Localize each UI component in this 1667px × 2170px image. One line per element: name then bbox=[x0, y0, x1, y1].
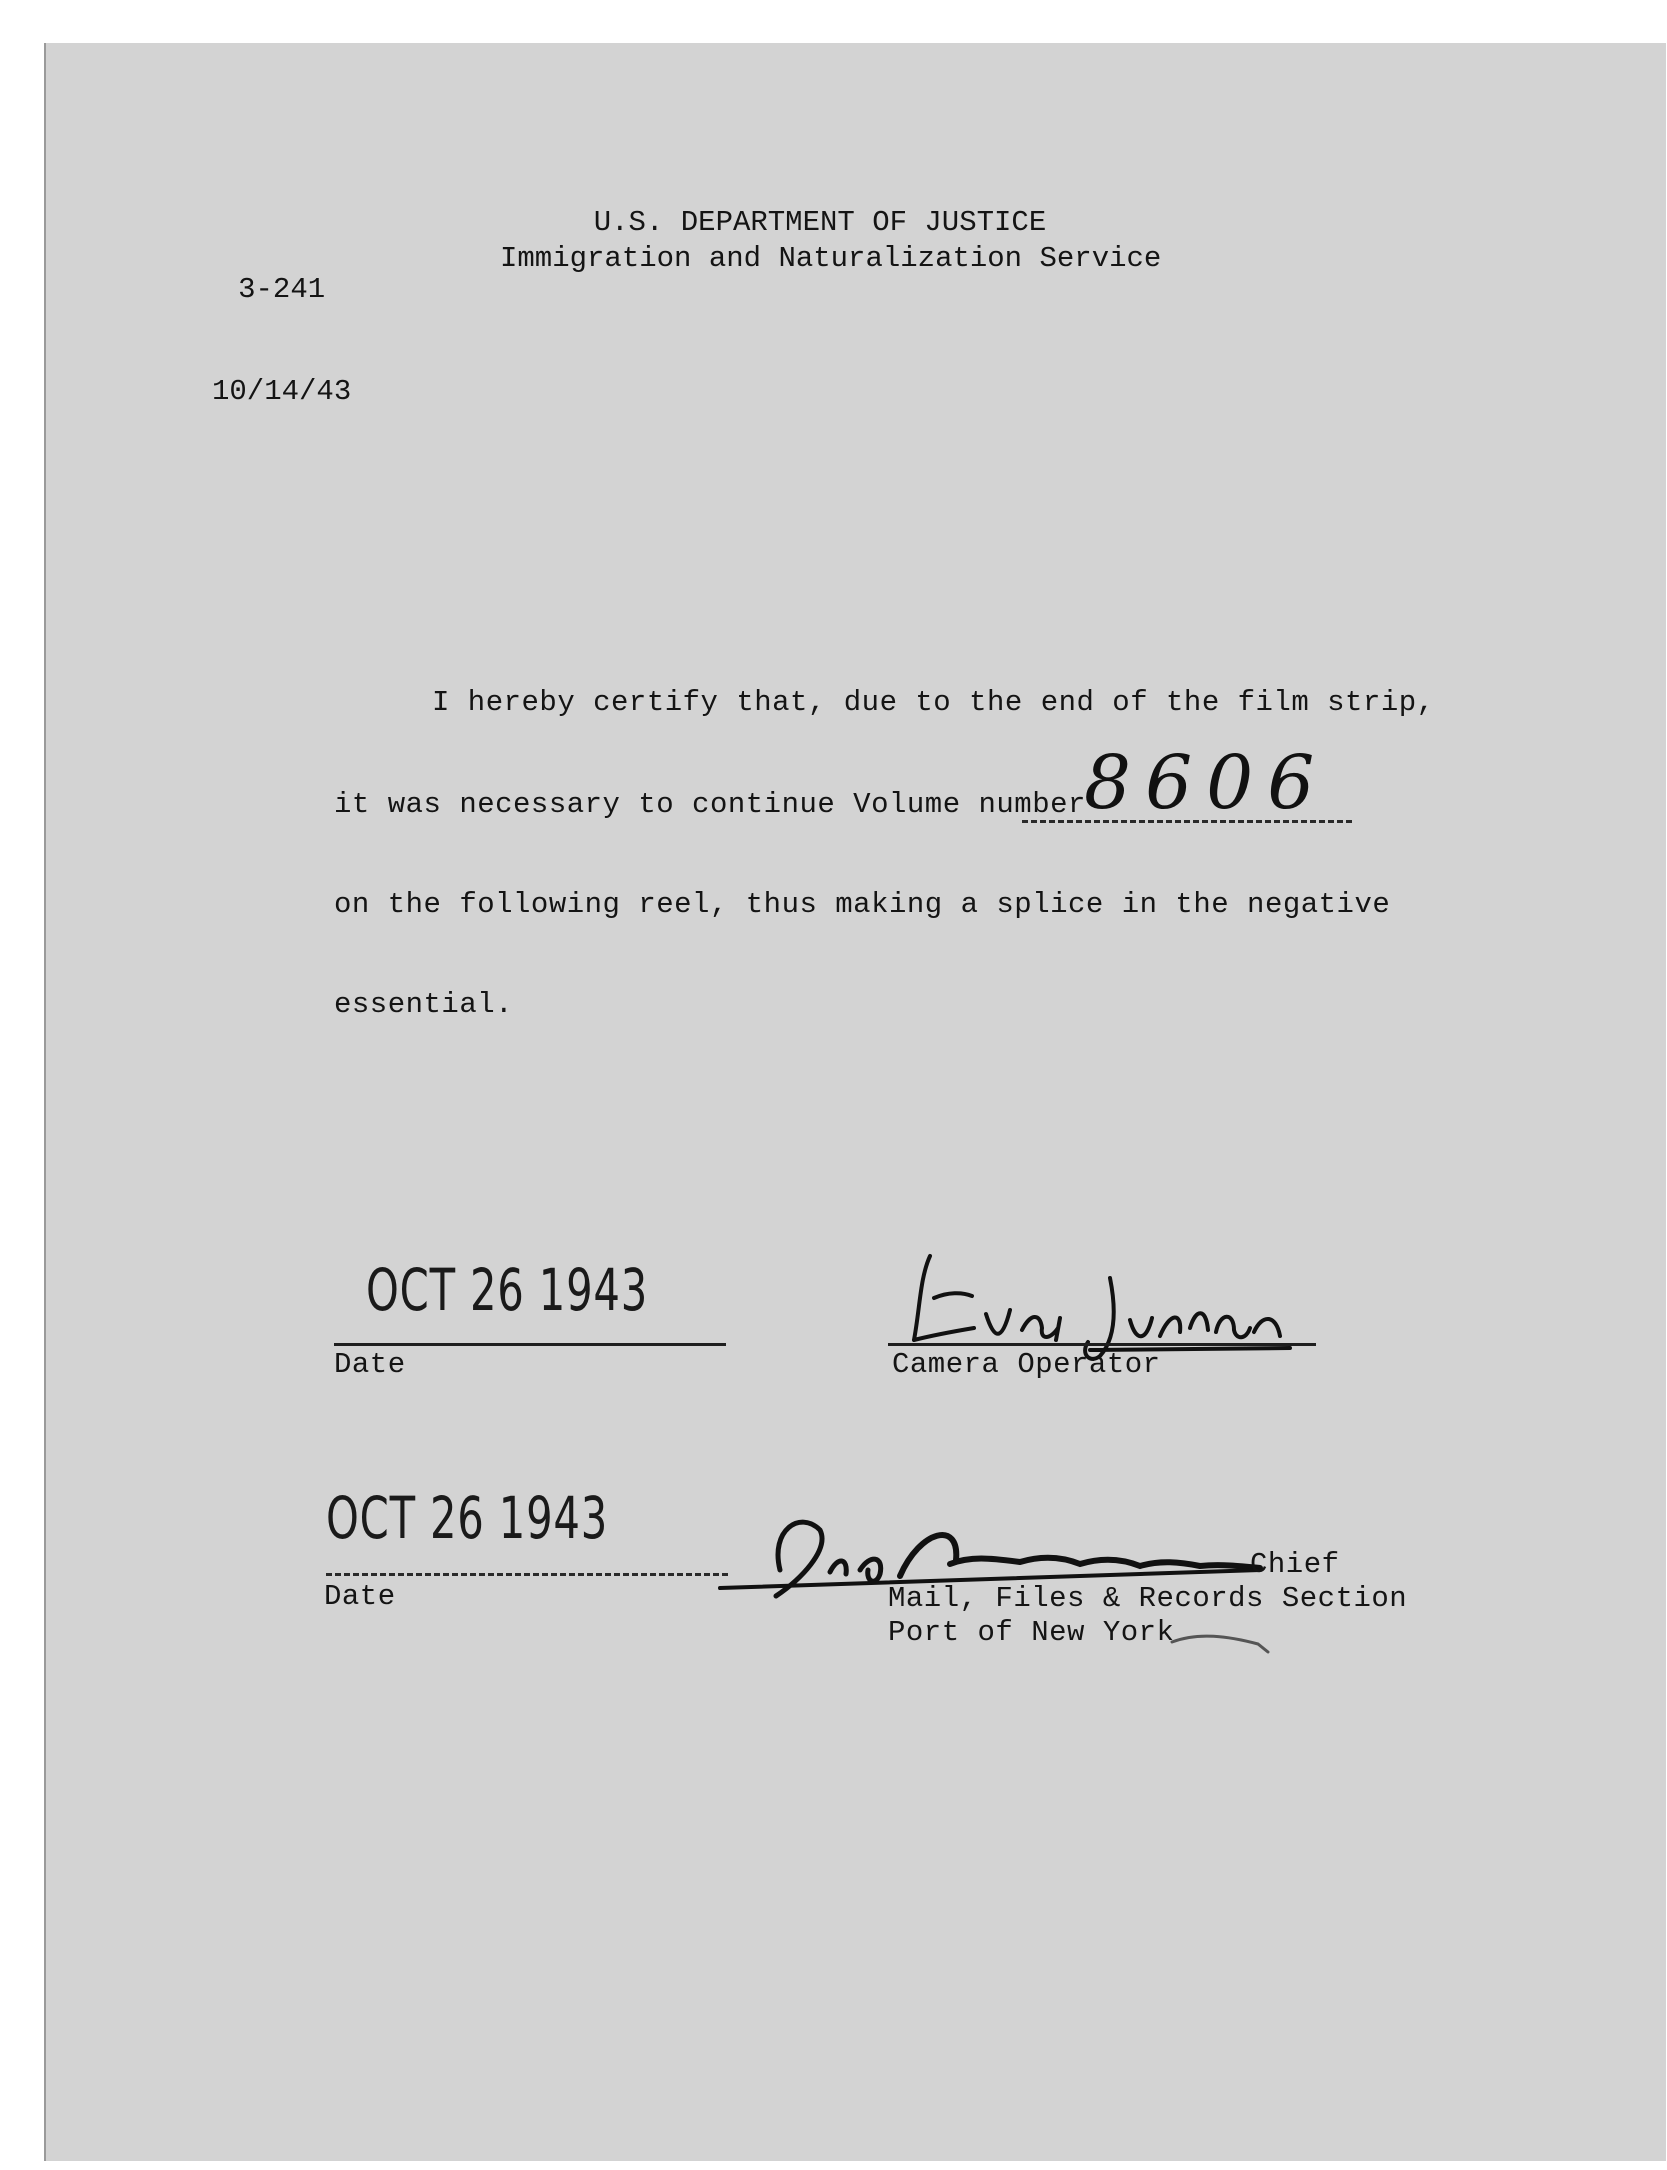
department-heading: U.S. DEPARTMENT OF JUSTICE bbox=[593, 206, 1047, 239]
date-label-2: Date bbox=[324, 1580, 396, 1613]
service-heading: Immigration and Naturalization Service bbox=[500, 242, 1162, 275]
form-number-block bbox=[212, 205, 351, 443]
certify-line-1: I hereby certify that, due to the end of the film strip, bbox=[432, 686, 1435, 719]
date-line-1 bbox=[334, 1343, 726, 1346]
certify-line-3: on the following reel, thus making a splice in the negative bbox=[334, 888, 1391, 921]
title-port: Port of New York bbox=[888, 1616, 1175, 1649]
camera-operator-line bbox=[888, 1343, 1316, 1346]
pen-mark bbox=[1168, 1622, 1288, 1662]
title-chief: Chief bbox=[1250, 1548, 1340, 1581]
date-stamp-1: OCT 26 1943 bbox=[366, 1256, 649, 1324]
certify-line-2: it was necessary to continue Volume number bbox=[334, 788, 1086, 821]
date-label-1: Date bbox=[334, 1348, 406, 1381]
title-section: Mail, Files & Records Section bbox=[888, 1582, 1408, 1615]
date-stamp-2: OCT 26 1943 bbox=[326, 1484, 609, 1552]
certify-line-4: essential. bbox=[334, 988, 514, 1021]
date-line-2 bbox=[326, 1573, 728, 1576]
volume-number-handwritten: 8606 bbox=[1084, 740, 1329, 826]
form-date: 10/14/43 bbox=[212, 375, 352, 408]
form-number: 3-241 bbox=[238, 273, 326, 306]
camera-operator-label: Camera Operator bbox=[892, 1348, 1161, 1381]
